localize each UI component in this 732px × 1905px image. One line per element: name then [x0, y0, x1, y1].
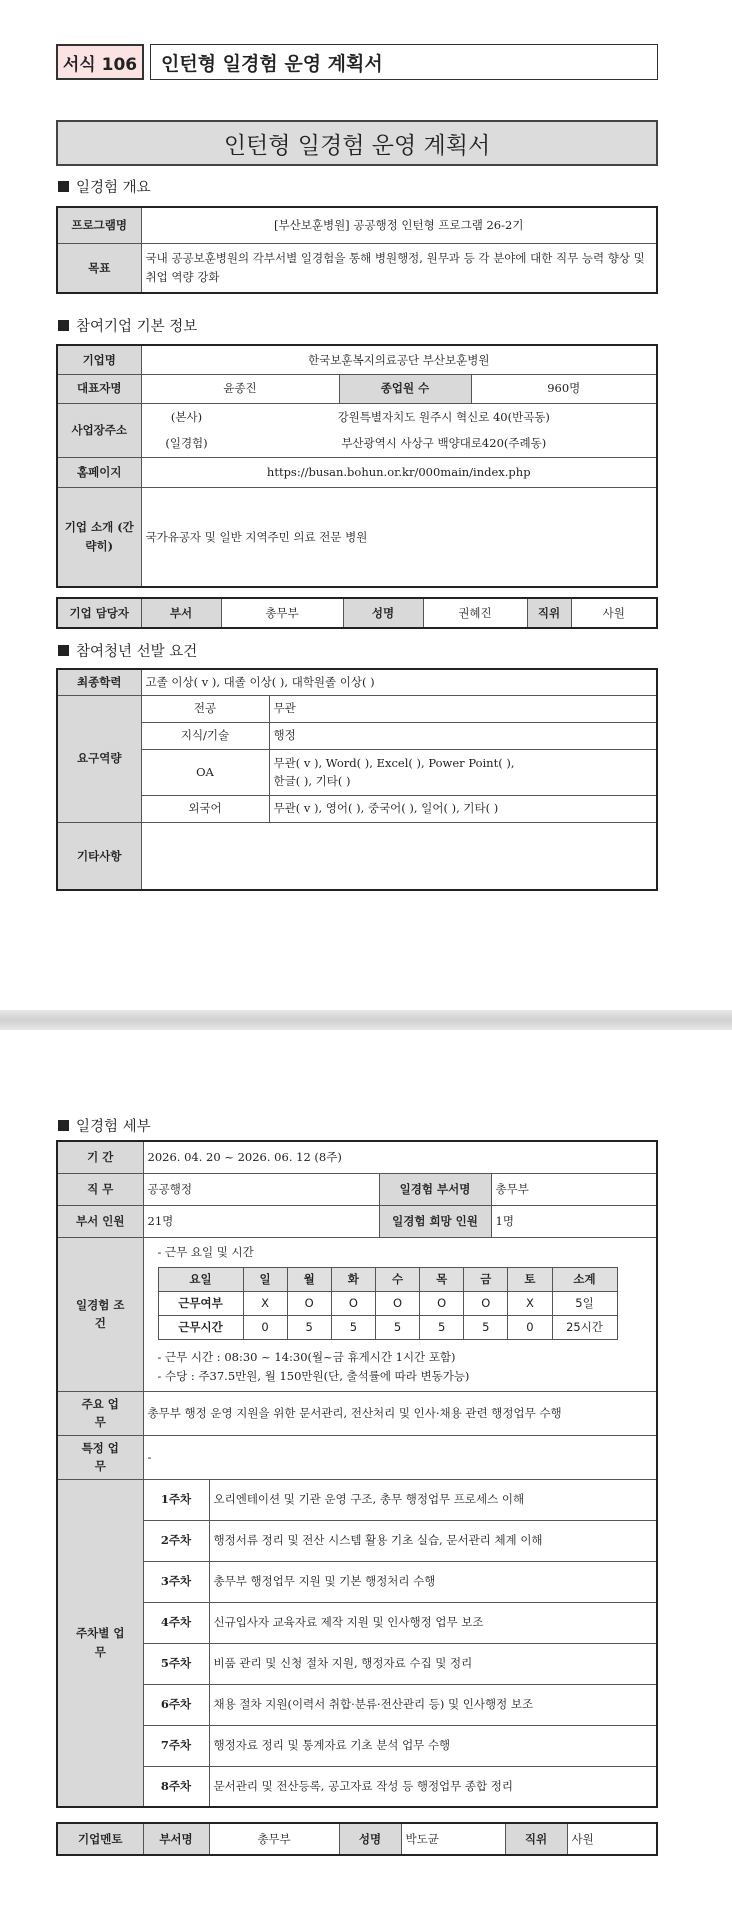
manager-position-label: 직위 [527, 598, 571, 628]
major-label: 전공 [141, 695, 269, 722]
week-number: 5주차 [143, 1643, 209, 1684]
schedule-cell: 5 [375, 1316, 419, 1340]
mentor-label: 기업멘토 [57, 1823, 143, 1855]
mentor-name-value: 박도균 [401, 1823, 505, 1855]
schedule-cell: 5일 [552, 1292, 617, 1316]
period-label: 기 간 [57, 1141, 143, 1173]
section-company-heading [58, 315, 197, 336]
week-task: 오리엔테이션 및 기관 운영 구조, 총무 행정업무 프로세스 이해 [209, 1479, 657, 1520]
week-number: 4주차 [143, 1602, 209, 1643]
week-number: 6주차 [143, 1684, 209, 1725]
square-bullet-icon [58, 645, 69, 656]
week-number: 8주차 [143, 1766, 209, 1807]
week-task: 비품 관리 및 신청 절차 지원, 행정자료 수집 및 정리 [209, 1643, 657, 1684]
schedule-cell: O [375, 1292, 419, 1316]
schedule-cell: 근무여부 [158, 1292, 243, 1316]
week-number: 1주차 [143, 1479, 209, 1520]
manager-dept-value: 총무부 [221, 598, 343, 628]
overview-table [56, 206, 658, 294]
major-value: 무관 [269, 695, 657, 722]
square-bullet-icon [58, 320, 69, 331]
section-details-heading [58, 1115, 151, 1136]
staff-label: 부서 인원 [57, 1205, 143, 1237]
details-table [56, 1140, 658, 1808]
schedule-header-cell: 요일 [158, 1268, 243, 1292]
main-duty-value: 총무부 행정 운영 지원을 위한 문서관리, 전산처리 및 인사·채용 관련 행정업무 수행 [143, 1391, 657, 1435]
schedule-header-cell: 목 [420, 1268, 464, 1292]
section-overview-label: 일경험 개요 [76, 180, 151, 196]
schedule-cell: 0 [508, 1316, 552, 1340]
homepage-link[interactable]: https://busan.bohun.or.kr/000main/index.php [141, 457, 657, 487]
mentor-table [56, 1822, 658, 1856]
section-company-label: 참여기업 기본 정보 [76, 319, 198, 335]
main-duty-label: 주요 업무 [57, 1391, 143, 1435]
language-value: 무관( v ), 영어( ), 중국어( ), 일어( ), 기타( ) [269, 795, 657, 822]
schedule-cell: O [420, 1292, 464, 1316]
section-requirements-heading [58, 640, 197, 661]
week-task: 신규입사자 교육자료 제작 지원 및 인사행정 업무 보조 [209, 1602, 657, 1643]
goal-label: 목표 [57, 243, 141, 293]
week-task: 행정서류 정리 및 전산 시스템 활용 기초 실습, 문서관리 체계 이해 [209, 1520, 657, 1561]
schedule-header-cell: 금 [464, 1268, 508, 1292]
language-label: 외국어 [141, 795, 269, 822]
education-label: 최종학력 [57, 669, 141, 695]
duty-label: 직 무 [57, 1173, 143, 1205]
weekly-duty-label: 주차별 업무 [57, 1479, 143, 1807]
manager-position-value: 사원 [571, 598, 657, 628]
schedule-cell: 5 [287, 1316, 331, 1340]
mentor-position-label: 직위 [505, 1823, 567, 1855]
requirements-table [56, 668, 658, 891]
mentor-dept-value: 총무부 [209, 1823, 339, 1855]
schedule-table [158, 1267, 618, 1340]
square-bullet-icon [58, 1120, 69, 1131]
work-dept-value: 총무부 [491, 1173, 657, 1205]
square-bullet-icon [58, 181, 69, 192]
oa-value-line-2: 한글( ), 기타( ) [273, 774, 351, 788]
schedule-header-cell: 월 [287, 1268, 331, 1292]
week-number: 3주차 [143, 1561, 209, 1602]
schedule-cell: 25시간 [552, 1316, 617, 1340]
special-duty-value: - [143, 1435, 657, 1479]
site-address: 부산광역시 사상구 백양대로420(주례동) [341, 435, 547, 450]
oa-label: OA [141, 749, 269, 795]
schedule-cell: 5 [420, 1316, 464, 1340]
program-value: [부산보훈병원] 공공행정 인턴형 프로그램 26-2기 [141, 207, 657, 243]
schedule-cell: X [508, 1292, 552, 1316]
address-label: 사업장주소 [57, 403, 141, 457]
hq-tag: (본사) [170, 409, 203, 424]
mentor-dept-label: 부서명 [143, 1823, 209, 1855]
pay-note: - 수당 : 주37.5만원, 월 150만원(단, 출석률에 따라 변동가능) [157, 1368, 470, 1383]
week-number: 7주차 [143, 1725, 209, 1766]
schedule-header-cell: 수 [375, 1268, 419, 1292]
document-title: 인턴형 일경험 운영 계획서 [56, 120, 658, 166]
employees-label: 종업원 수 [339, 374, 471, 403]
schedule-header-cell: 일 [243, 1268, 287, 1292]
duty-value: 공공행정 [143, 1173, 379, 1205]
schedule-cell: O [287, 1292, 331, 1316]
manager-label: 기업 담당자 [57, 598, 141, 628]
wish-count-value: 1명 [491, 1205, 657, 1237]
section-overview-heading [58, 176, 151, 197]
oa-value [269, 749, 657, 795]
schedule-header-cell: 화 [331, 1268, 375, 1292]
week-task: 채용 절차 지원(이력서 취합·분류·전산관리 등) 및 인사행정 보조 [209, 1684, 657, 1725]
homepage-label: 홈페이지 [57, 457, 141, 487]
section-requirements-label: 참여청년 선발 요건 [76, 644, 198, 660]
schedule-cell: O [464, 1292, 508, 1316]
address-cell [141, 403, 657, 457]
program-label: 프로그램명 [57, 207, 141, 243]
employees-value: 960명 [471, 374, 657, 403]
schedule-cell: 5 [464, 1316, 508, 1340]
manager-table [56, 597, 658, 629]
etc-label: 기타사항 [57, 822, 141, 890]
work-dept-label: 일경험 부서명 [379, 1173, 491, 1205]
condition-label: 일경험 조 건 [57, 1237, 143, 1391]
schedule-header-cell: 소계 [552, 1268, 617, 1292]
company-table [56, 344, 658, 588]
education-value: 고졸 이상( v ), 대졸 이상( ), 대학원졸 이상( ) [141, 669, 657, 695]
week-number: 2주차 [143, 1520, 209, 1561]
manager-name-label: 성명 [343, 598, 423, 628]
special-duty-label: 특정 업무 [57, 1435, 143, 1479]
period-value: 2026. 04. 20 ~ 2026. 06. 12 (8주) [143, 1141, 657, 1173]
page-2 [0, 1030, 732, 1905]
intro-value: 국가유공자 및 일반 지역주민 의료 전문 병원 [141, 487, 657, 587]
schedule-cell: 0 [243, 1316, 287, 1340]
form-number-badge: 서식 106 [56, 44, 144, 80]
etc-value [141, 822, 657, 890]
week-task: 문서관리 및 전산등록, 공고자료 작성 등 행정업무 종합 정리 [209, 1766, 657, 1807]
form-header-title: 인턴형 일경험 운영 계획서 [150, 44, 658, 80]
company-name-label: 기업명 [57, 345, 141, 374]
manager-name-value: 권혜진 [423, 598, 527, 628]
page-separator [0, 1010, 732, 1030]
staff-value: 21명 [143, 1205, 379, 1237]
oa-value-line-1: 무관( v ), Word( ), Excel( ), Power Point( ), [273, 755, 515, 770]
company-name-value: 한국보훈복지의료공단 부산보훈병원 [141, 345, 657, 374]
ceo-label: 대표자명 [57, 374, 141, 403]
goal-value: 국내 공공보훈병원의 각부서별 일경험을 통해 병원행정, 원무과 등 각 분야에 대한 직무 능력 향상 및 취업 역량 강화 [141, 243, 657, 293]
week-task: 총무부 행정업무 지원 및 기본 행정처리 수행 [209, 1561, 657, 1602]
skill-label: 지식/기술 [141, 722, 269, 749]
work-time-note: - 근무 시간 : 08:30 ~ 14:30(월~금 휴게시간 1시간 포함) [157, 1350, 456, 1365]
hq-address: 강원특별자치도 원주시 혁신로 40(반곡동) [337, 409, 550, 424]
schedule-cell: 5 [331, 1316, 375, 1340]
mentor-name-label: 성명 [339, 1823, 401, 1855]
site-tag: (일경험) [165, 435, 208, 450]
schedule-cell: X [243, 1292, 287, 1316]
manager-dept-label: 부서 [141, 598, 221, 628]
intro-label: 기업 소개 (간략히) [57, 487, 141, 587]
section-details-label: 일경험 세부 [76, 1119, 151, 1135]
wish-count-label: 일경험 희망 인원 [379, 1205, 491, 1237]
work-title: - 근무 요일 및 시간 [157, 1244, 254, 1259]
competency-label: 요구역량 [57, 695, 141, 822]
condition-cell [143, 1237, 657, 1391]
week-task: 행정자료 정리 및 통계자료 기초 분석 업무 수행 [209, 1725, 657, 1766]
schedule-header-cell: 토 [508, 1268, 552, 1292]
skill-value: 행정 [269, 722, 657, 749]
ceo-value: 윤종진 [141, 374, 339, 403]
mentor-position-value: 사원 [567, 1823, 657, 1855]
schedule-cell: O [331, 1292, 375, 1316]
schedule-cell: 근무시간 [158, 1316, 243, 1340]
